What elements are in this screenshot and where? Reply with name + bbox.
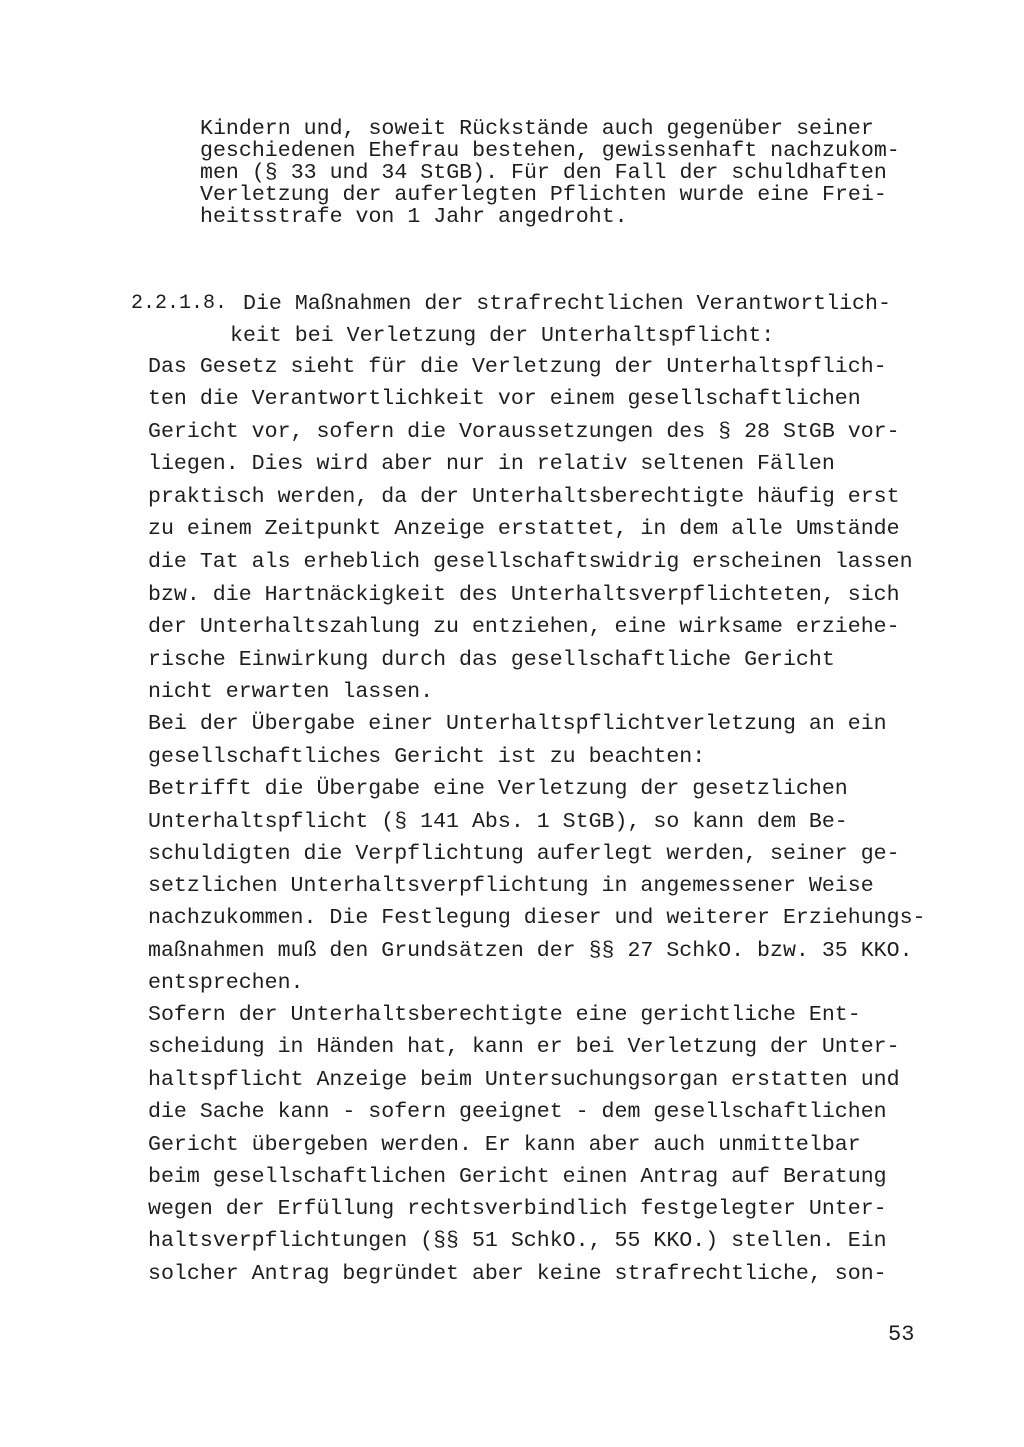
body-line: nachzukommen. Die Festlegung dieser und weiterer Erziehungs- <box>148 906 926 930</box>
quote-line: Verletzung der auferlegten Pflichten wurde eine Frei- <box>200 183 887 207</box>
body-line: Das Gesetz sieht für die Verletzung der Unterhaltspflich- <box>148 355 887 379</box>
quote-line: geschiedenen Ehefrau bestehen, gewissenhaft nachzukom- <box>200 139 900 163</box>
section-number: 2.2.1.8. <box>131 292 228 315</box>
section-title-line: Die Maßnahmen der strafrechtlichen Verantwortlich- <box>243 292 891 316</box>
body-line: entsprechen. <box>148 971 304 995</box>
body-line: maßnahmen muß den Grundsätzen der §§ 27 SchkO. bzw. 35 KKO. <box>148 939 913 963</box>
body-line: praktisch werden, da der Unterhaltsberechtigte häufig erst <box>148 485 900 509</box>
body-line: Unterhaltspflicht (§ 141 Abs. 1 StGB), so kann dem Be- <box>148 810 848 834</box>
body-line: die Sache kann - sofern geeignet - dem gesellschaftlichen <box>148 1100 887 1124</box>
quote-line: Kindern und, soweit Rückstände auch gegenüber seiner <box>200 117 874 141</box>
body-line: schuldigten die Verpflichtung auferlegt werden, seiner ge- <box>148 842 900 866</box>
quote-line: men (§ 33 und 34 StGB). Für den Fall der schuldhaften <box>200 161 887 185</box>
body-line: die Tat als erheblich gesellschaftswidrig erscheinen lassen <box>148 550 913 574</box>
section-title-line: keit bei Verletzung der Unterhaltspflicht: <box>230 324 775 348</box>
body-line: haltspflicht Anzeige beim Untersuchungsorgan erstatten und <box>148 1068 900 1092</box>
body-line: beim gesellschaftlichen Gericht einen Antrag auf Beratung <box>148 1165 887 1189</box>
body-line: liegen. Dies wird aber nur in relativ seltenen Fällen <box>148 452 835 476</box>
body-line: Sofern der Unterhaltsberechtigte eine gerichtliche Ent- <box>148 1003 861 1027</box>
page-number: 53 <box>888 1322 915 1347</box>
body-line: Gericht vor, sofern die Voraussetzungen des § 28 StGB vor- <box>148 420 900 444</box>
body-line: solcher Antrag begründet aber keine strafrechtliche, son- <box>148 1262 887 1286</box>
body-line: gesellschaftliches Gericht ist zu beachten: <box>148 745 706 769</box>
quote-line: heitsstrafe von 1 Jahr angedroht. <box>200 205 628 229</box>
body-line: ten die Verantwortlichkeit vor einem gesellschaftlichen <box>148 387 861 411</box>
body-line: bzw. die Hartnäckigkeit des Unterhaltsverpflichteten, sich <box>148 583 900 607</box>
body-line: Gericht übergeben werden. Er kann aber auch unmittelbar <box>148 1133 861 1157</box>
body-line: Bei der Übergabe einer Unterhaltspflichtverletzung an ein <box>148 712 887 736</box>
body-line: scheidung in Händen hat, kann er bei Verletzung der Unter- <box>148 1035 900 1059</box>
body-line: nicht erwarten lassen. <box>148 680 434 704</box>
body-line: setzlichen Unterhaltsverpflichtung in angemessener Weise <box>148 874 874 898</box>
body-line: zu einem Zeitpunkt Anzeige erstattet, in dem alle Umstände <box>148 517 900 541</box>
body-line: der Unterhaltszahlung zu entziehen, eine wirksame erziehe- <box>148 615 900 639</box>
body-line: Betrifft die Übergabe eine Verletzung der gesetzlichen <box>148 777 848 801</box>
body-line: haltsverpflichtungen (§§ 51 SchkO., 55 KKO.) stellen. Ein <box>148 1229 887 1253</box>
body-line: rische Einwirkung durch das gesellschaftliche Gericht <box>148 648 835 672</box>
body-line: wegen der Erfüllung rechtsverbindlich festgelegter Unter- <box>148 1197 887 1221</box>
